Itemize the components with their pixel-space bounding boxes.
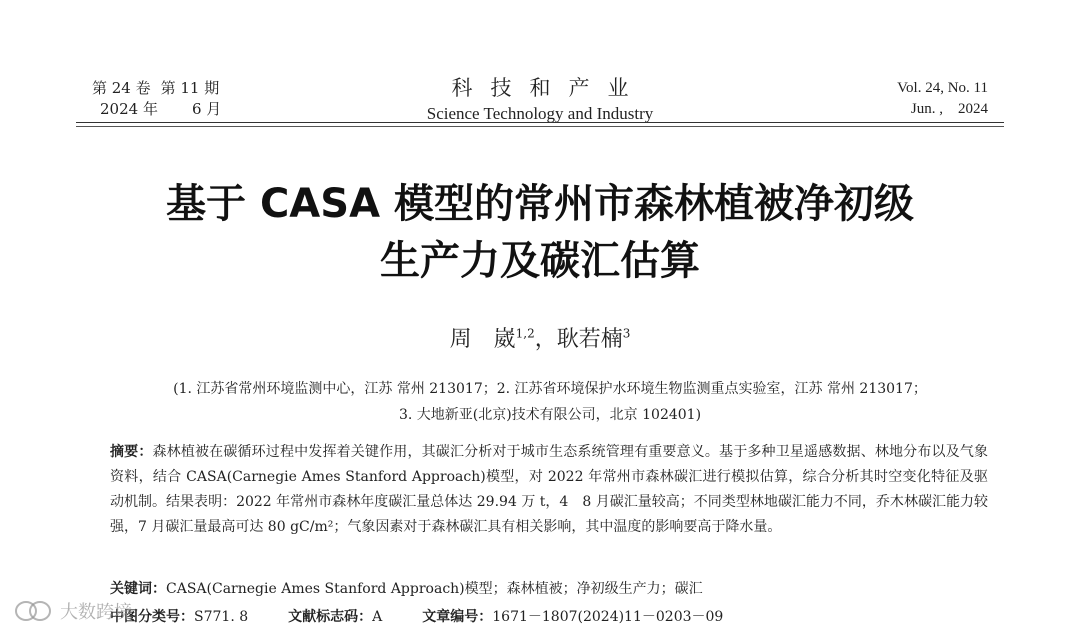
doc-code	[288, 606, 382, 626]
article-number-value: 1671－1807(2024)11－0203－09	[492, 609, 724, 625]
affiliation-line-2: 3. 大地新亚(北京)技术有限公司，北京 102401)	[398, 407, 702, 423]
issue-date-en: Jun. , 2024	[910, 101, 988, 117]
keywords-label: 关键词：	[110, 581, 166, 597]
issue-label: 第 11 期	[160, 79, 220, 97]
author-list	[0, 322, 1080, 353]
journal-name-en: Science Technology and Industry	[426, 104, 654, 123]
watermark	[14, 598, 132, 624]
volume-number-en: Vol. 24, No. 11	[897, 80, 988, 96]
paper-title	[60, 176, 1020, 290]
title-line-1: 基于 CASA 模型的常州市森林植被净初级	[166, 181, 914, 227]
affiliations	[100, 376, 1000, 428]
journal-name-zh: 科技和产业	[451, 76, 647, 100]
abstract	[110, 440, 988, 540]
journal-title	[380, 72, 700, 124]
article-number-label: 文章编号：	[422, 609, 493, 625]
doc-label: 文献标志码：	[288, 609, 373, 625]
article-number	[422, 606, 723, 626]
doc-value: A	[372, 609, 383, 625]
volume-info-en	[897, 78, 988, 120]
author-2-affil: 3	[622, 326, 631, 341]
issue-info	[92, 78, 221, 120]
header-rule-thick	[76, 122, 1004, 123]
abstract-label: 摘要：	[110, 444, 153, 460]
title-line-2: 生产力及碳汇估算	[380, 238, 700, 284]
classification-line	[110, 606, 988, 626]
author-2: 耿若楠	[556, 327, 623, 352]
clc-value: S771. 8	[194, 609, 249, 625]
volume-label: 第 24 卷	[92, 79, 151, 97]
author-1-affil: 1,2	[515, 326, 535, 341]
year-label: 2024 年	[100, 100, 158, 118]
month-label: 6 月	[191, 100, 222, 118]
header-rule-thin	[76, 126, 1004, 127]
watermark-logo-icon	[14, 598, 54, 624]
affiliation-line-1: (1. 江苏省常州环境监测中心，江苏 常州 213017；2. 江苏省环境保护水环境生物监测重点实验室，江苏 常州 213017；	[173, 381, 927, 397]
author-separator: ，	[534, 327, 557, 352]
author-1: 周 崴	[449, 327, 516, 352]
keywords-text: CASA(Carnegie Ames Stanford Approach)模型；森林植被；净初级生产力；碳汇	[166, 581, 703, 597]
abstract-text: 森林植被在碳循环过程中发挥着关键作用，其碳汇分析对于城市生态系统管理有重要意义。基于多种卫星遥感数据、林地分布以及气象资料，结合 CASA(Carnegie Ames Stanford Approach)模型，对 2022 年常州市森林碳汇进行模拟估算，综合分析其时空变化特征及驱动机制。结果表明：2022 年常州市森林年度碳汇量总体达 29.94 万 t，4 8 月碳汇量较高；不同类型林地碳汇能力不同，乔木林碳汇能力较强，7 月碳汇量最高可达 80 gC/m²；气象因素对于森林碳汇具有相关影响，其中温度的影响要高于降水量。	[110, 444, 989, 535]
clc-label: 中图分类号：	[110, 609, 194, 625]
keywords	[110, 578, 988, 598]
watermark-text: 大数跨境	[60, 602, 132, 623]
